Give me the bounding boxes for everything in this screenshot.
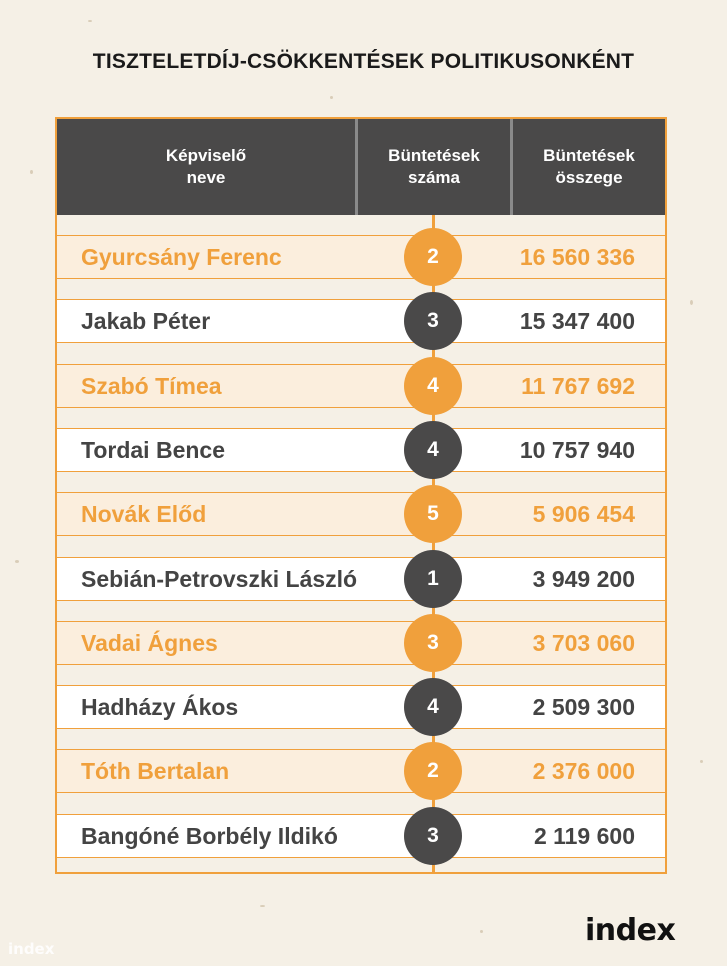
politician-name: Tóth Bertalan bbox=[81, 758, 230, 785]
penalty-amount: 10 757 940 bbox=[519, 436, 635, 463]
politician-name: Gyurcsány Ferenc bbox=[81, 244, 282, 270]
penalty-count-badge: 4 bbox=[404, 678, 462, 736]
paper-speck bbox=[88, 20, 92, 22]
table-row bbox=[57, 235, 665, 279]
penalty-amount: 16 560 336 bbox=[519, 244, 635, 270]
paper-speck bbox=[480, 930, 483, 933]
penalty-count-badge: 2 bbox=[404, 742, 462, 800]
penalty-amount: 2 376 000 bbox=[532, 758, 635, 785]
index-logo: index bbox=[585, 913, 676, 948]
penalty-amount: 15 347 400 bbox=[519, 308, 635, 335]
penalty-amount: 11 767 692 bbox=[521, 372, 635, 399]
paper-speck bbox=[30, 170, 33, 174]
penalty-count-badge: 3 bbox=[404, 614, 462, 672]
column-header-amount: Büntetések összege bbox=[510, 119, 665, 215]
politician-name: Sebián-Petrovszki László bbox=[81, 565, 358, 592]
page-title: TISZTELETDÍJ-CSÖKKENTÉSEK POLITIKUSONKÉNT bbox=[92, 50, 635, 73]
paper-speck bbox=[260, 905, 265, 907]
penalty-amount: 5 906 454 bbox=[532, 501, 635, 528]
watermark: index bbox=[8, 940, 55, 958]
penalty-count-badge: 5 bbox=[404, 485, 462, 543]
table-row bbox=[57, 428, 665, 472]
politician-name: Jakab Péter bbox=[81, 308, 211, 335]
paper-speck bbox=[15, 560, 19, 563]
paper-speck bbox=[330, 96, 333, 99]
penalty-amount: 2 509 300 bbox=[532, 694, 635, 721]
politician-name: Hadházy Ákos bbox=[81, 694, 239, 721]
table-row bbox=[57, 364, 665, 408]
penalty-count-badge: 3 bbox=[404, 807, 462, 865]
politician-name: Novák Előd bbox=[81, 501, 207, 528]
paper-speck bbox=[690, 300, 693, 305]
penalty-count-badge: 4 bbox=[404, 357, 462, 415]
column-header-name: Képviselő neve bbox=[165, 146, 247, 187]
paper-speck bbox=[700, 760, 703, 763]
penalty-amount: 3 703 060 bbox=[532, 629, 635, 656]
table-row bbox=[57, 749, 665, 793]
politician-name: Szabó Tímea bbox=[81, 372, 222, 399]
table-row bbox=[57, 685, 665, 729]
table-row bbox=[57, 492, 665, 536]
politician-name: Vadai Ágnes bbox=[81, 629, 218, 656]
table-row bbox=[57, 814, 665, 858]
politician-name: Bangóné Borbély Ildikó bbox=[81, 822, 338, 849]
table-row bbox=[57, 299, 665, 343]
table-row bbox=[57, 557, 665, 601]
penalty-count-badge: 2 bbox=[404, 228, 462, 286]
column-header-count: Büntetések száma bbox=[355, 119, 510, 215]
penalty-amount: 3 949 200 bbox=[532, 565, 635, 592]
penalty-amount: 2 119 600 bbox=[533, 822, 635, 849]
penalty-count-badge: 4 bbox=[404, 421, 462, 479]
penalty-count-badge: 1 bbox=[404, 550, 462, 608]
penalty-count-badge: 3 bbox=[404, 292, 462, 350]
politician-name: Tordai Bence bbox=[81, 436, 225, 463]
table-header bbox=[57, 119, 665, 215]
table-row bbox=[57, 621, 665, 665]
